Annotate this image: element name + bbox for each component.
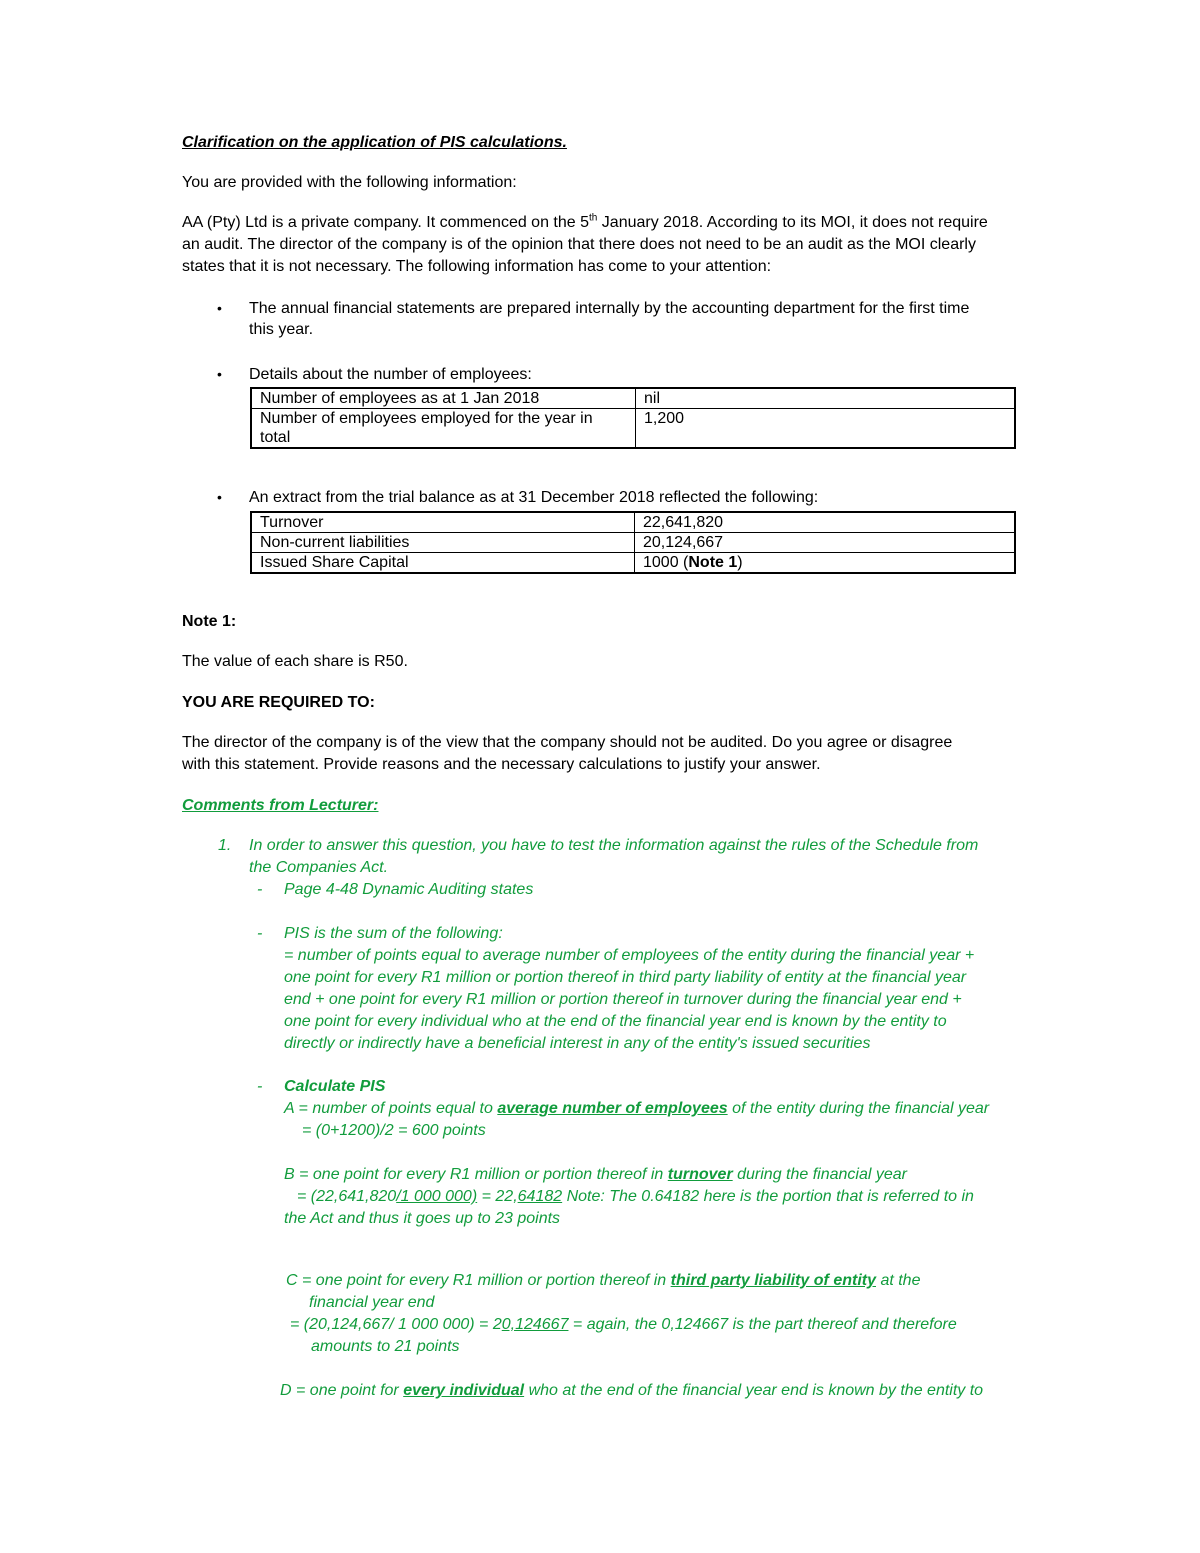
comment-text: PIS is the sum of the following:	[284, 925, 503, 942]
calc-line: D = one point for every individual who at the end of the financial year end is known by the entity to	[280, 1382, 984, 1399]
bullet-text: Details about the number of employees:	[249, 366, 532, 383]
comment-text: one point for every individual who at the end of the financial year end is known by the entity to	[284, 1013, 947, 1030]
bullet-text: this year.	[249, 321, 314, 338]
calc-line: = (22,641,820/1 000 000) = 22,64182 Note: The 0.64182 here is the portion that is referred to in	[297, 1188, 974, 1205]
paragraph-line: an audit. The director of the company is of the opinion that there does not need to be an audit as the MOI clearly	[182, 236, 976, 253]
calc-line: amounts to 21 points	[311, 1338, 460, 1355]
comment-text: one point for every R1 million or portion thereof in third party liability of entity at the financial year	[284, 969, 967, 986]
calc-line: C = one point for every R1 million or portion thereof in third party liability of entity at the	[286, 1272, 921, 1289]
bullet-icon: •	[217, 366, 222, 382]
comments-heading: Comments from Lecturer:	[182, 797, 379, 814]
required-heading: YOU ARE REQUIRED TO:	[182, 694, 375, 711]
table-cell: 1000 (Note 1)	[635, 553, 1016, 574]
table-cell: 22,641,820	[635, 512, 1016, 533]
comment-text: = number of points equal to average number of employees of the entity during the financial year +	[284, 947, 975, 964]
table-cell: 1,200	[636, 409, 1016, 449]
comment-text: directly or indirectly have a beneficial interest in any of the entity's issued securities	[284, 1035, 871, 1052]
table-cell: Number of employees as at 1 Jan 2018	[251, 388, 636, 409]
page-title: Clarification on the application of PIS calculations.	[182, 134, 567, 151]
calc-line: = (0+1200)/2 = 600 points	[302, 1122, 486, 1139]
table-row	[251, 388, 1015, 409]
dash-icon: -	[257, 881, 263, 898]
comment-text: end + one point for every R1 million or portion thereof in turnover during the financial year end +	[284, 991, 962, 1008]
bullet-icon: •	[217, 300, 222, 316]
calc-line: = (20,124,667/ 1 000 000) = 20,124667 = again, the 0,124667 is the part thereof and therefore	[290, 1316, 957, 1333]
comment-text: Page 4-48 Dynamic Auditing states	[284, 881, 534, 898]
table-cell: Non-current liabilities	[251, 533, 635, 553]
bullet-icon: •	[217, 489, 222, 505]
required-text: with this statement. Provide reasons and the necessary calculations to justify your answer.	[182, 756, 821, 773]
dash-icon: -	[257, 1078, 263, 1095]
table-cell: nil	[636, 388, 1016, 409]
table-cell: Number of employees employed for the year in total	[251, 409, 636, 449]
table-row	[251, 409, 1015, 449]
bullet-text: An extract from the trial balance as at 31 December 2018 reflected the following:	[249, 489, 819, 506]
bullet-text: The annual financial statements are prepared internally by the accounting department for the first time	[249, 300, 970, 317]
table-row	[251, 553, 1015, 574]
dash-icon: -	[257, 925, 263, 942]
calc-line: B = one point for every R1 million or portion thereof in turnover during the financial year	[284, 1166, 907, 1183]
trial-balance-table	[250, 511, 1016, 574]
calc-line: the Act and thus it goes up to 23 points	[284, 1210, 561, 1227]
list-number: 1.	[218, 837, 232, 854]
intro-text: You are provided with the following information:	[182, 174, 517, 191]
table-cell: 20,124,667	[635, 533, 1016, 553]
calc-line: A = number of points equal to average number of employees of the entity during the financial year	[284, 1100, 990, 1117]
paragraph-line: AA (Pty) Ltd is a private company. It commenced on the 5th January 2018. According to its MOI, it does not require	[182, 212, 988, 231]
comment-text: In order to answer this question, you have to test the information against the rules of the Schedule from	[249, 837, 979, 854]
required-text: The director of the company is of the view that the company should not be audited. Do you agree or disagree	[182, 734, 953, 751]
note-text: The value of each share is R50.	[182, 653, 408, 670]
table-cell: Issued Share Capital	[251, 553, 635, 574]
paragraph-line: states that it is not necessary. The following information has come to your attention:	[182, 258, 772, 275]
employees-table	[250, 387, 1016, 449]
calc-line: financial year end	[309, 1294, 435, 1311]
note-heading: Note 1:	[182, 613, 237, 630]
table-cell: Turnover	[251, 512, 635, 533]
comment-text: the Companies Act.	[249, 859, 389, 876]
table-row	[251, 533, 1015, 553]
table-row	[251, 512, 1015, 533]
calc-heading: Calculate PIS	[284, 1078, 386, 1095]
